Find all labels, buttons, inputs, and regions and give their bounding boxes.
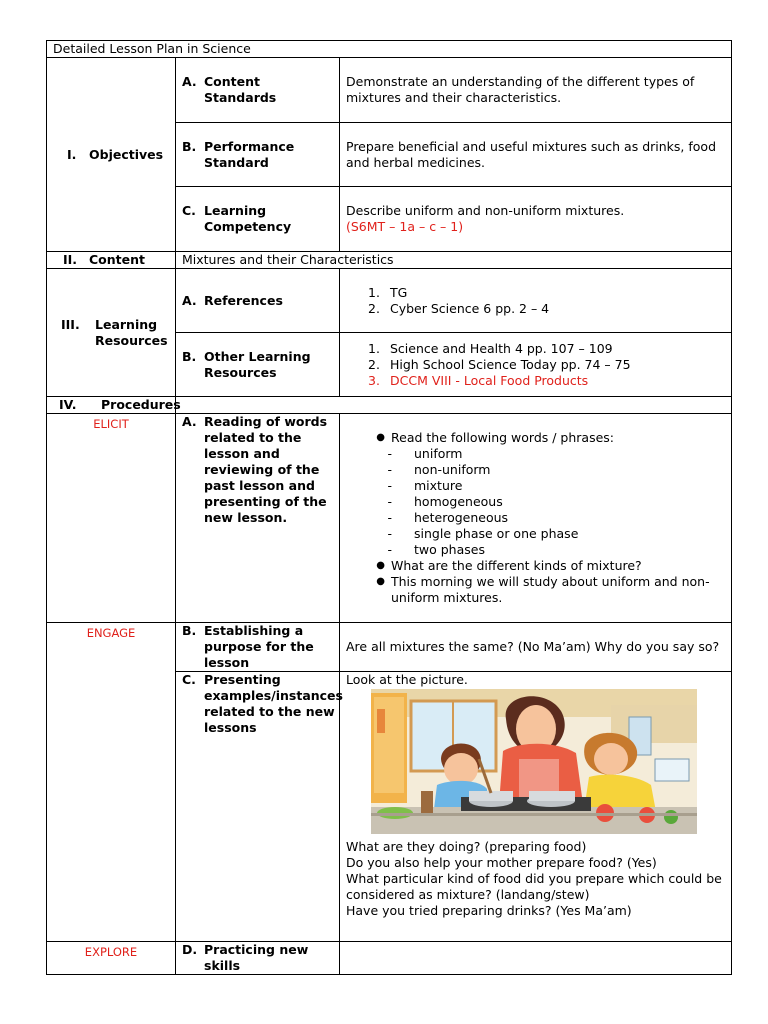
elicit-phase-label: ELICIT	[47, 414, 176, 623]
procedures-label: Procedures	[101, 397, 181, 412]
content-standards-label: Content Standards	[204, 74, 277, 105]
list-item: 1. Science and Health 4 pp. 107 – 109	[368, 340, 613, 356]
performance-standard-cell	[176, 123, 340, 187]
learning-competency-cell	[176, 187, 340, 252]
word-item: - mixture	[387, 478, 463, 493]
word-item: - heterogeneous	[387, 510, 509, 525]
performance-standard-text: Prepare beneficial and useful mixtures such as drinks, food and herbal medicines.	[340, 123, 732, 187]
list-item: ● What are the different kinds of mixture?	[346, 558, 725, 574]
word-item: - two phases	[387, 542, 485, 557]
learning-resources-label: Learning Resources	[95, 316, 168, 348]
performance-standard-label: Performance Standard	[204, 138, 295, 170]
explore-step-cell	[176, 942, 340, 975]
family-cooking-illustration	[371, 689, 697, 834]
presenting-question: Do you also help your mother prepare food? (Yes)	[346, 855, 657, 870]
engage-letter: B.	[182, 623, 197, 638]
engage-phase-label: ENGAGE	[47, 623, 176, 942]
content-standards-text: Demonstrate an understanding of the different types of mixtures and their characteristics.	[340, 58, 732, 123]
elicit-letter: A.	[182, 414, 197, 429]
learning-competency-text-cell	[340, 187, 732, 252]
elicit-step-cell	[176, 414, 340, 623]
list-item: 3. DCCM VIII - Local Food Products	[368, 372, 589, 388]
explore-letter: D.	[182, 942, 198, 957]
other-resources-list-cell	[340, 333, 732, 397]
lesson-plan-table	[46, 40, 732, 975]
learning-resources-number: III.	[61, 316, 80, 332]
presenting-question: What particular kind of food did you prepare which could be considered as mixture? (landang/stew)	[346, 871, 722, 902]
learning-competency-letter: C.	[182, 203, 196, 218]
content-label: Content	[89, 252, 145, 267]
bullet-icon: ●	[376, 560, 385, 571]
content-standards-letter: A.	[182, 74, 197, 89]
word-item: - non-uniform	[387, 462, 491, 477]
objectives-number: I.	[67, 146, 77, 162]
learning-competency-label: Learning Competency	[204, 203, 292, 234]
engage-label: Establishing a purpose for the lesson	[204, 623, 314, 670]
other-resources-letter: B.	[182, 348, 197, 364]
learning-competency-text: Describe uniform and non-uniform mixtures.	[346, 203, 625, 218]
learning-resources-heading	[47, 269, 176, 397]
presenting-question: What are they doing? (preparing food)	[346, 839, 587, 854]
procedures-number: IV.	[59, 397, 77, 412]
bullet-icon: ●	[376, 432, 385, 443]
list-item: ● Read the following words / phrases:	[346, 430, 725, 446]
document-title: Detailed Lesson Plan in Science	[47, 41, 732, 58]
content-heading	[47, 252, 176, 269]
list-item: ● This morning we will study about uniform and non-uniform mixtures.	[346, 574, 725, 606]
other-resources-label: Other Learning Resources	[204, 348, 311, 380]
references-cell	[176, 269, 340, 333]
list-item: 1. TG	[368, 284, 408, 300]
references-list-cell	[340, 269, 732, 333]
content-number: II.	[63, 252, 78, 267]
objectives-label: Objectives	[89, 146, 164, 162]
presenting-label: Presenting examples/instances related to the new lessons	[204, 672, 343, 735]
content-text: Mixtures and their Characteristics	[176, 252, 732, 269]
presenting-intro: Look at the picture.	[346, 672, 468, 687]
word-item: - homogeneous	[387, 494, 503, 509]
elicit-content	[340, 414, 732, 623]
bullet-icon: ●	[376, 576, 385, 587]
presenting-question: Have you tried preparing drinks? (Yes Ma’am)	[346, 903, 632, 918]
word-item: - uniform	[387, 446, 463, 461]
content-standards-cell	[176, 58, 340, 123]
performance-standard-letter: B.	[182, 138, 197, 154]
other-resources-list	[346, 341, 725, 389]
objectives-heading	[47, 58, 176, 252]
explore-content	[340, 942, 732, 975]
competency-code: (S6MT – 1a – c – 1)	[346, 219, 464, 234]
presenting-step-cell	[176, 672, 343, 942]
presenting-content	[340, 672, 732, 942]
presenting-letter: C.	[182, 672, 196, 687]
engage-text: Are all mixtures the same? (No Ma’am) Why do you say so?	[340, 623, 732, 672]
procedures-blank	[176, 397, 732, 414]
procedures-heading	[47, 397, 181, 414]
references-list	[346, 285, 725, 317]
list-item: 2. Cyber Science 6 pp. 2 – 4	[368, 300, 550, 316]
references-letter: A.	[182, 292, 197, 308]
list-item: 2. High School Science Today pp. 74 – 75	[368, 356, 631, 372]
word-item: - single phase or one phase	[387, 526, 579, 541]
explore-phase-label: EXPLORE	[47, 942, 176, 975]
lesson-plan-document	[46, 40, 731, 975]
references-label: References	[204, 292, 283, 308]
other-resources-cell	[176, 333, 340, 397]
explore-label: Practicing new skills	[204, 942, 309, 973]
engage-step-cell	[176, 623, 340, 672]
elicit-label: Reading of words related to the lesson and reviewing of the past lesson and presenting of the new lesson.	[204, 414, 328, 525]
